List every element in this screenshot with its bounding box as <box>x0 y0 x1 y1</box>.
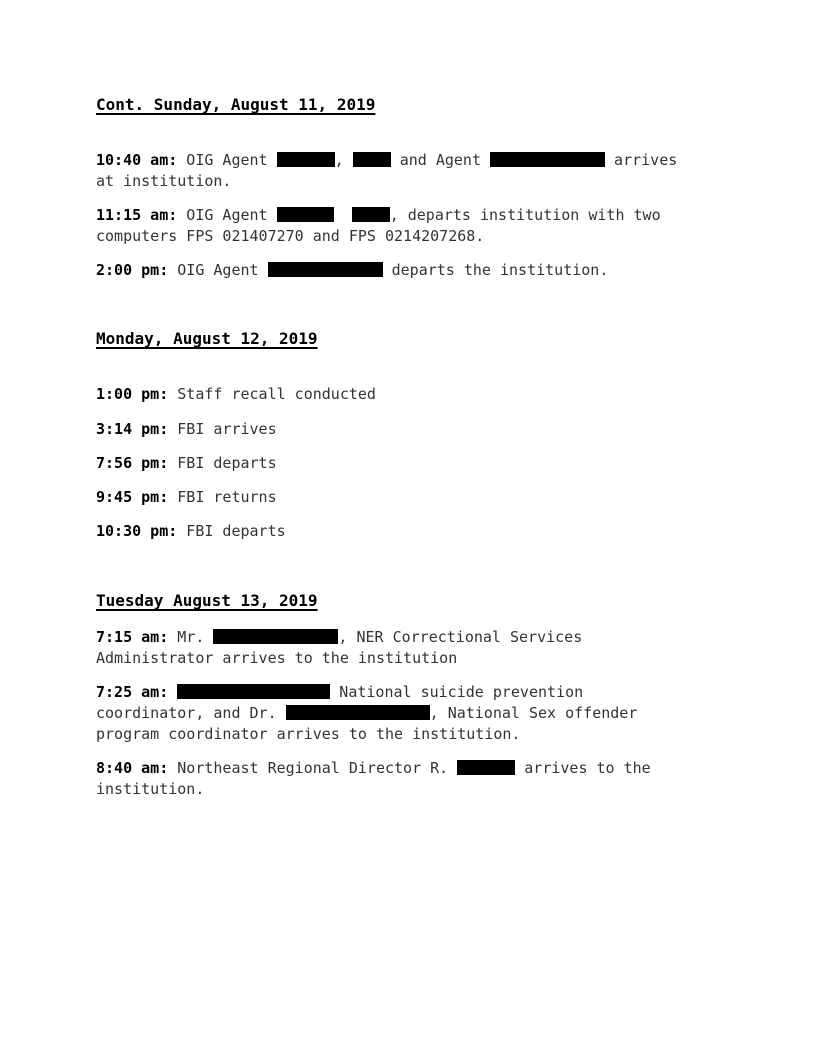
log-entry: 7:56 pm: FBI departs <box>96 454 277 472</box>
section-heading-aug-12: Monday, August 12, 2019 <box>96 329 318 348</box>
redaction-block <box>353 152 391 167</box>
entry-time: 10:40 am: <box>96 151 178 169</box>
redaction-block <box>457 760 515 775</box>
log-entry: 2:00 pm: OIG Agent departs the institution. <box>96 261 609 279</box>
log-entry: 10:30 pm: FBI departs <box>96 522 286 540</box>
log-entry: 11:15 am: OIG Agent , departs institution with two computers FPS 021407270 and FPS 0214207268. <box>96 206 661 245</box>
redaction-block <box>277 152 335 167</box>
section-heading-aug-13: Tuesday August 13, 2019 <box>96 591 318 610</box>
entry-time: 3:14 pm: <box>96 420 169 438</box>
redaction-block <box>490 152 605 167</box>
entry-time: 8:40 am: <box>96 759 169 777</box>
redaction-block <box>177 684 330 699</box>
entry-time: 1:00 pm: <box>96 385 169 403</box>
redaction-block <box>277 207 334 222</box>
entry-time: 10:30 pm: <box>96 522 178 540</box>
log-entry: 9:45 pm: FBI returns <box>96 488 277 506</box>
entry-time: 11:15 am: <box>96 206 178 224</box>
entry-time: 7:15 am: <box>96 628 169 646</box>
redaction-block <box>213 629 338 644</box>
entry-time: 7:25 am: <box>96 683 169 701</box>
log-entry: 7:15 am: Mr. , NER Correctional Services Administrator arrives to the institution <box>96 628 583 667</box>
entry-time: 7:56 pm: <box>96 454 169 472</box>
log-entry: 10:40 am: OIG Agent , and Agent arrives at institution. <box>96 151 678 190</box>
redaction-block <box>268 262 383 277</box>
redaction-block <box>286 705 430 720</box>
log-entry: 3:14 pm: FBI arrives <box>96 420 277 438</box>
entry-time: 2:00 pm: <box>96 261 169 279</box>
log-entry: 8:40 am: Northeast Regional Director R. arrives to the institution. <box>96 759 651 798</box>
log-entry: 7:25 am: National suicide prevention coordinator, and Dr. , National Sex offender program coordinator arrives to the institution. <box>96 683 638 743</box>
log-entry: 1:00 pm: Staff recall conducted <box>96 385 376 403</box>
entry-time: 9:45 pm: <box>96 488 169 506</box>
redaction-block <box>352 207 390 222</box>
section-heading-aug-11: Cont. Sunday, August 11, 2019 <box>96 95 376 114</box>
